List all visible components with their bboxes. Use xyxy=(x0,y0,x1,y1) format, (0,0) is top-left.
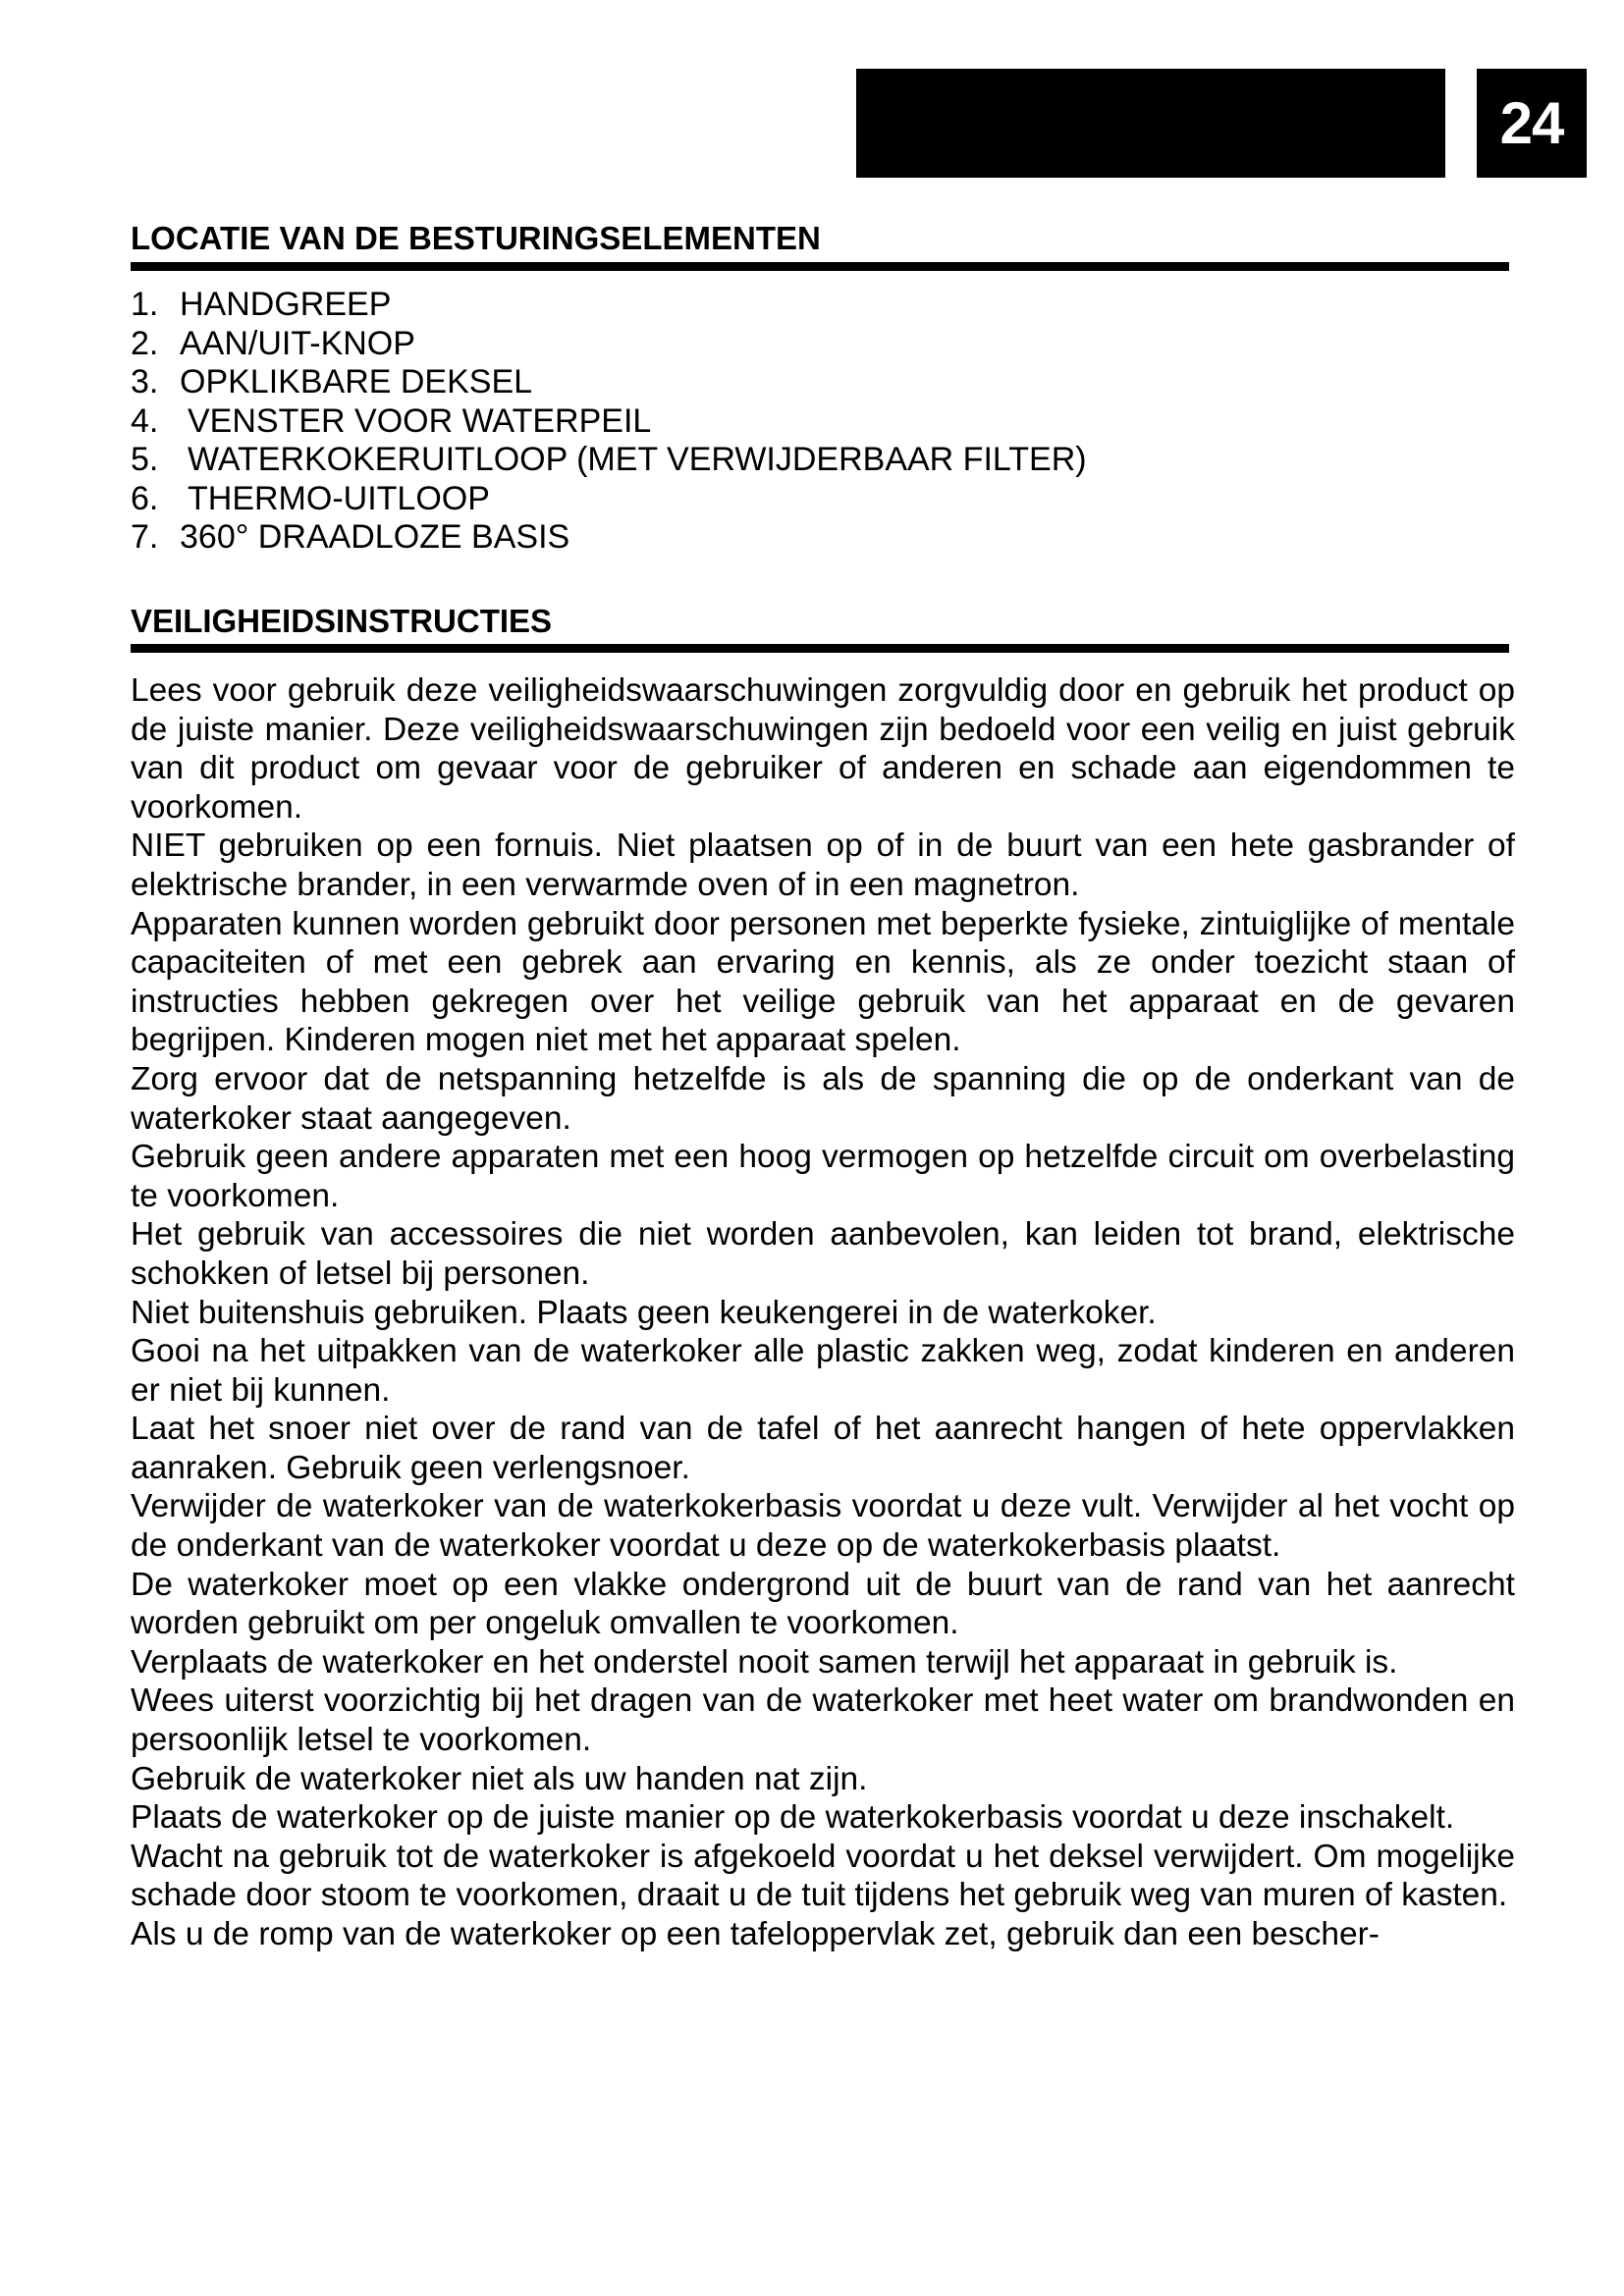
list-item xyxy=(131,480,1087,519)
page-number: 24 xyxy=(1477,69,1587,178)
list-item-number: 3. xyxy=(131,363,159,400)
safety-paragraph: Gebruik de waterkoker niet als uw handen nat zijn. xyxy=(131,1760,868,1797)
safety-paragraph: Verplaats de waterkoker en het onderstel nooit samen terwijl het apparaat in gebruik is. xyxy=(131,1643,1398,1681)
safety-paragraph: Lees voor gebruik deze veiligheidswaarschuwingen zorgvuldig door en gebruik het product op de juiste manier. Deze veiligheidswaarschuwingen zijn bedoeld voor een veilig en juist gebruik van dit product om gevaar voor de gebruiker of anderen en schade aan eigendommen te voorkomen. xyxy=(131,672,1515,826)
controls-list xyxy=(131,286,1087,558)
safety-paragraph: Apparaten kunnen worden gebruikt door personen met beperkte fysieke, zintuiglijke of mentale capaciteiten of met een gebrek aan ervaring en kennis, als ze onder toezicht staan of instructies hebben gekregen over het veilige gebruik van het apparaat en de gevaren begrijpen. Kinderen mogen niet met het apparaat spelen. xyxy=(131,905,1515,1059)
safety-paragraph: Verwijder de waterkoker van de waterkokerbasis voordat u deze vult. Verwijder al het vocht op de onderkant van de waterkoker voordat u deze op de waterkokerbasis plaatst. xyxy=(131,1488,1515,1565)
safety-paragraph: Wees uiterst voorzichtig bij het dragen van de waterkoker met heet water om brandwonden en persoonlijk letsel te voorkomen. xyxy=(131,1682,1515,1759)
list-item-number: 6. xyxy=(131,479,159,517)
controls-section-title: LOCATIE VAN DE BESTURINGSELEMENTEN xyxy=(131,220,821,256)
list-item-number: 2. xyxy=(131,324,159,362)
list-item xyxy=(131,363,1087,402)
list-item-label: OPKLIKBARE DEKSEL xyxy=(180,363,533,400)
list-item-label: HANDGREEP xyxy=(180,286,392,323)
list-item-number: 4. xyxy=(131,401,159,440)
controls-section-rule xyxy=(131,262,1509,271)
list-item xyxy=(131,325,1087,364)
header-bar xyxy=(856,69,1445,178)
safety-paragraph: Gooi na het uitpakken van de waterkoker alle plastic zakken weg, zodat kinderen en anderen er niet bij kunnen. xyxy=(131,1333,1515,1409)
safety-paragraph: Plaats de waterkoker op de juiste manier op de waterkokerbasis voordat u deze inschakelt. xyxy=(131,1799,1455,1837)
list-item-number: 5. xyxy=(131,441,159,478)
list-item-number: 1. xyxy=(131,286,159,323)
list-item xyxy=(131,402,1087,442)
list-item-label: THERMO-UITLOOP xyxy=(188,479,490,517)
list-item-label: AAN/UIT-KNOP xyxy=(180,324,415,362)
list-item-label: WATERKOKERUITLOOP (MET VERWIJDERBAAR FILTER) xyxy=(188,441,1087,478)
safety-paragraph: Laat het snoer niet over de rand van de tafel of het aanrecht hangen of hete oppervlakken aanraken. Gebruik geen verlengsnoer. xyxy=(131,1411,1515,1486)
safety-paragraph: Wacht na gebruik tot de waterkoker is afgekoeld voordat u het deksel verwijdert. Om mogelijke schade door stoom te voorkomen, draait u de tuit tijdens het gebruik weg van muren of kasten. xyxy=(131,1838,1515,1914)
safety-paragraph: Gebruik geen andere apparaten met een hoog vermogen op hetzelfde circuit om overbelasting te voorkomen. xyxy=(131,1139,1515,1214)
safety-paragraph: Het gebruik van accessoires die niet worden aanbevolen, kan leiden tot brand, elektrische schokken of letsel bij personen. xyxy=(131,1216,1515,1292)
list-item-label: VENSTER VOOR WATERPEIL xyxy=(188,401,652,440)
safety-paragraph: NIET gebruiken op een fornuis. Niet plaatsen op of in de buurt van een hete gasbrander of elektrische brander, in een verwarmde oven of in een magnetron. xyxy=(131,828,1515,903)
safety-paragraph: Zorg ervoor dat de netspanning hetzelfde is als de spanning die op de onderkant van de waterkoker staat aangegeven. xyxy=(131,1060,1515,1137)
list-item-label: 360° DRAADLOZE BASIS xyxy=(180,518,570,556)
safety-paragraph: Niet buitenshuis gebruiken. Plaats geen keukengerei in de waterkoker. xyxy=(131,1294,1157,1331)
safety-instructions xyxy=(131,671,1515,1954)
list-item-number: 7. xyxy=(131,518,159,556)
safety-paragraph: De waterkoker moet op een vlakke ondergrond uit de buurt van de rand van het aanrecht worden gebruikt om per ongeluk omvallen te voorkomen. xyxy=(131,1566,1515,1642)
list-item xyxy=(131,518,1087,558)
safety-paragraph: Als u de romp van de waterkoker op een tafeloppervlak zet, gebruik dan een bescher- xyxy=(131,1916,1380,1952)
safety-section-title: VEILIGHEIDSINSTRUCTIES xyxy=(131,603,553,639)
list-item xyxy=(131,441,1087,480)
list-item xyxy=(131,286,1087,325)
safety-section-rule xyxy=(131,644,1509,653)
